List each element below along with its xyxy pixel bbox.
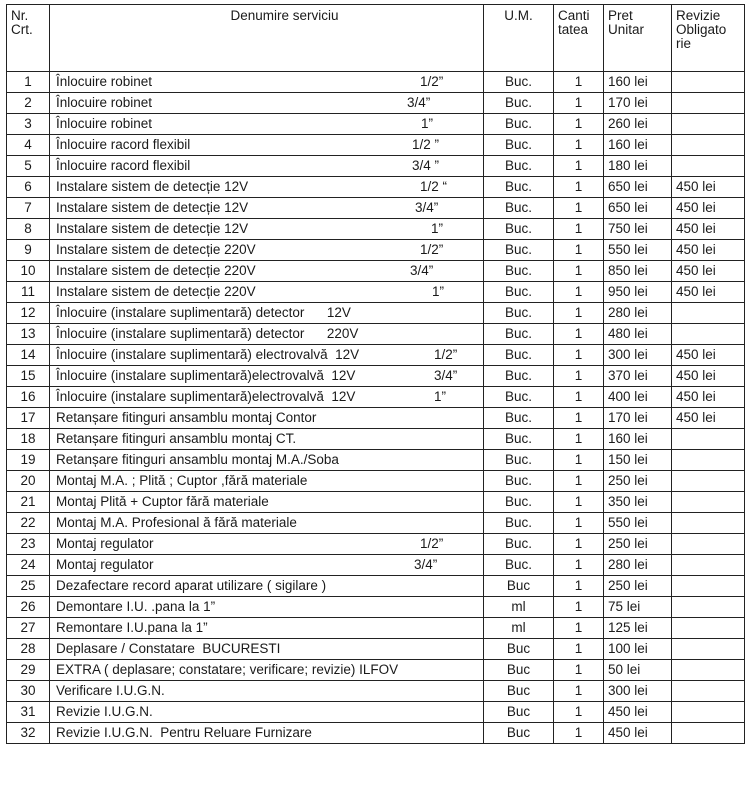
- row-um-cell: Buc.: [484, 471, 554, 492]
- row-quantity-cell: 1: [554, 450, 604, 471]
- row-nr-cell: 17: [7, 408, 50, 429]
- row-quantity-cell: 1: [554, 72, 604, 93]
- row-price-cell: 160 lei: [604, 135, 672, 156]
- row-service-name: EXTRA ( deplasare; constatare; verificare; revizie) ILFOV: [56, 662, 399, 677]
- row-revizie-cell: [672, 72, 745, 93]
- table-row: [7, 660, 745, 681]
- row-revizie-cell: [672, 429, 745, 450]
- row-price-cell: 160 lei: [604, 72, 672, 93]
- row-price-cell: 750 lei: [604, 219, 672, 240]
- row-um-cell: Buc.: [484, 513, 554, 534]
- row-revizie-cell: 450 lei: [672, 177, 745, 198]
- row-revizie-cell: [672, 534, 745, 555]
- row-revizie-cell: [672, 639, 745, 660]
- row-revizie-cell: 450 lei: [672, 282, 745, 303]
- header-um-line-1: U.M.: [504, 8, 533, 23]
- row-service-size: 1”: [432, 284, 445, 299]
- row-um-cell: Buc.: [484, 135, 554, 156]
- row-service-size: 3/4”: [414, 557, 438, 572]
- header-um: [484, 5, 554, 72]
- row-um-cell: Buc.: [484, 177, 554, 198]
- row-revizie-cell: 450 lei: [672, 198, 745, 219]
- row-um-cell: Buc: [484, 660, 554, 681]
- row-nr-cell: 26: [7, 597, 50, 618]
- row-price-cell: 550 lei: [604, 240, 672, 261]
- row-price-cell: 170 lei: [604, 408, 672, 429]
- row-service-name: Montaj Plită + Cuptor fără materiale: [56, 494, 269, 509]
- row-service-cell: [50, 471, 484, 492]
- row-service-name: Înlocuire robinet: [56, 95, 153, 110]
- header-pret-line-2: Unitar: [608, 22, 645, 37]
- row-um-cell: Buc.: [484, 408, 554, 429]
- table-row: [7, 576, 745, 597]
- row-revizie-cell: [672, 660, 745, 681]
- header-revizie-line-2: Obligato: [676, 22, 727, 37]
- row-um-cell: Buc.: [484, 429, 554, 450]
- header-denumire-serviciu: [50, 5, 484, 72]
- row-revizie-cell: [672, 450, 745, 471]
- header-revizie-line-3: rie: [676, 36, 692, 51]
- row-service-cell: [50, 702, 484, 723]
- table-row: [7, 471, 745, 492]
- row-service-name: Montaj regulator: [56, 536, 154, 551]
- row-revizie-cell: [672, 156, 745, 177]
- row-service-cell: [50, 597, 484, 618]
- row-um-cell: Buc.: [484, 555, 554, 576]
- row-quantity-cell: 1: [554, 597, 604, 618]
- row-price-cell: 650 lei: [604, 177, 672, 198]
- row-service-cell: [50, 282, 484, 303]
- row-price-cell: 160 lei: [604, 429, 672, 450]
- row-price-cell: 350 lei: [604, 492, 672, 513]
- row-service-name: Montaj regulator: [56, 557, 154, 572]
- row-nr-cell: 29: [7, 660, 50, 681]
- row-service-cell: [50, 240, 484, 261]
- row-quantity-cell: 1: [554, 513, 604, 534]
- table-row: [7, 450, 745, 471]
- table-row: [7, 303, 745, 324]
- row-service-size: 1/2 ”: [412, 137, 440, 152]
- table-row: [7, 618, 745, 639]
- row-nr-cell: 12: [7, 303, 50, 324]
- row-um-cell: Buc.: [484, 282, 554, 303]
- row-price-cell: 125 lei: [604, 618, 672, 639]
- row-revizie-cell: [672, 681, 745, 702]
- row-um-cell: Buc: [484, 681, 554, 702]
- row-nr-cell: 28: [7, 639, 50, 660]
- row-um-cell: Buc.: [484, 492, 554, 513]
- row-service-name: Retanșare fitinguri ansamblu montaj CT.: [56, 431, 297, 446]
- row-quantity-cell: 1: [554, 114, 604, 135]
- row-service-name: Instalare sistem de detecție 12V: [56, 221, 249, 236]
- row-price-cell: 370 lei: [604, 366, 672, 387]
- row-price-cell: 550 lei: [604, 513, 672, 534]
- row-price-cell: 260 lei: [604, 114, 672, 135]
- row-price-cell: 480 lei: [604, 324, 672, 345]
- row-nr-cell: 10: [7, 261, 50, 282]
- table-row: [7, 135, 745, 156]
- row-um-cell: Buc.: [484, 93, 554, 114]
- row-nr-cell: 3: [7, 114, 50, 135]
- row-um-cell: Buc: [484, 576, 554, 597]
- row-service-size: 1/2”: [420, 74, 444, 89]
- row-nr-cell: 1: [7, 72, 50, 93]
- table-body: [7, 72, 745, 744]
- row-service-name: Retanșare fitinguri ansamblu montaj Contor: [56, 410, 317, 425]
- row-price-cell: 950 lei: [604, 282, 672, 303]
- row-service-cell: [50, 261, 484, 282]
- row-quantity-cell: 1: [554, 408, 604, 429]
- table-row: [7, 702, 745, 723]
- row-quantity-cell: 1: [554, 240, 604, 261]
- table-row: [7, 240, 745, 261]
- row-service-name: Instalare sistem de detecție 220V: [56, 263, 256, 278]
- table-row: [7, 72, 745, 93]
- row-service-name: Instalare sistem de detecție 12V: [56, 200, 249, 215]
- table-row: [7, 114, 745, 135]
- row-price-cell: 170 lei: [604, 93, 672, 114]
- row-service-size: 1/2”: [420, 536, 444, 551]
- row-nr-cell: 8: [7, 219, 50, 240]
- row-nr-cell: 27: [7, 618, 50, 639]
- row-revizie-cell: [672, 471, 745, 492]
- row-nr-cell: 16: [7, 387, 50, 408]
- row-revizie-cell: [672, 93, 745, 114]
- row-service-size: 3/4 ”: [412, 158, 440, 173]
- row-price-cell: 850 lei: [604, 261, 672, 282]
- row-service-name: Revizie I.U.G.N. Pentru Reluare Furnizare: [56, 725, 312, 740]
- row-service-name: Înlocuire robinet: [56, 74, 153, 89]
- row-service-cell: [50, 303, 484, 324]
- row-um-cell: ml: [484, 597, 554, 618]
- row-service-name: Înlocuire (instalare suplimentară)electrovalvă 12V: [56, 389, 356, 404]
- row-service-cell: [50, 534, 484, 555]
- row-service-cell: [50, 93, 484, 114]
- row-um-cell: Buc.: [484, 387, 554, 408]
- row-price-cell: 250 lei: [604, 576, 672, 597]
- row-service-cell: [50, 177, 484, 198]
- row-nr-cell: 19: [7, 450, 50, 471]
- row-service-cell: [50, 324, 484, 345]
- table-row: [7, 387, 745, 408]
- row-nr-cell: 21: [7, 492, 50, 513]
- row-service-size: 1/2”: [420, 242, 444, 257]
- row-service-cell: [50, 723, 484, 744]
- row-service-cell: [50, 429, 484, 450]
- row-um-cell: Buc.: [484, 219, 554, 240]
- row-revizie-cell: 450 lei: [672, 408, 745, 429]
- row-price-cell: 50 lei: [604, 660, 672, 681]
- row-service-size: 1”: [421, 116, 434, 131]
- row-service-cell: [50, 660, 484, 681]
- header-revizie-obligatorie: [672, 5, 745, 72]
- row-quantity-cell: 1: [554, 93, 604, 114]
- row-revizie-cell: [672, 723, 745, 744]
- row-um-cell: Buc.: [484, 261, 554, 282]
- row-nr-cell: 4: [7, 135, 50, 156]
- row-quantity-cell: 1: [554, 681, 604, 702]
- table-row: [7, 555, 745, 576]
- row-service-cell: [50, 639, 484, 660]
- row-quantity-cell: 1: [554, 135, 604, 156]
- row-service-cell: [50, 114, 484, 135]
- row-service-name: Montaj M.A. ; Plită ; Cuptor ,fără materiale: [56, 473, 308, 488]
- table-row: [7, 261, 745, 282]
- row-quantity-cell: 1: [554, 618, 604, 639]
- row-quantity-cell: 1: [554, 345, 604, 366]
- row-price-cell: 300 lei: [604, 681, 672, 702]
- row-revizie-cell: [672, 324, 745, 345]
- table-row: [7, 345, 745, 366]
- row-service-cell: [50, 555, 484, 576]
- row-nr-cell: 13: [7, 324, 50, 345]
- row-quantity-cell: 1: [554, 198, 604, 219]
- table-row: [7, 513, 745, 534]
- row-quantity-cell: 1: [554, 324, 604, 345]
- row-quantity-cell: 1: [554, 555, 604, 576]
- header-cantitate: [554, 5, 604, 72]
- row-revizie-cell: 450 lei: [672, 387, 745, 408]
- table-row: [7, 177, 745, 198]
- row-service-name: Înlocuire (instalare suplimentară) detector 12V: [56, 305, 351, 320]
- row-um-cell: Buc.: [484, 198, 554, 219]
- row-service-cell: [50, 219, 484, 240]
- row-service-size: 1/2 “: [420, 179, 448, 194]
- row-service-size: 1”: [434, 389, 447, 404]
- row-service-name: Montaj M.A. Profesional ă fără materiale: [56, 515, 297, 530]
- header-cantitate-line-1: Canti: [558, 8, 590, 23]
- row-service-size: 1”: [431, 221, 444, 236]
- table-row: [7, 282, 745, 303]
- row-service-cell: [50, 513, 484, 534]
- row-nr-cell: 7: [7, 198, 50, 219]
- row-quantity-cell: 1: [554, 702, 604, 723]
- row-um-cell: Buc.: [484, 534, 554, 555]
- price-list-sheet: [6, 4, 744, 744]
- row-quantity-cell: 1: [554, 177, 604, 198]
- row-revizie-cell: [672, 114, 745, 135]
- row-price-cell: 300 lei: [604, 345, 672, 366]
- row-service-name: Deplasare / Constatare BUCURESTI: [56, 641, 281, 656]
- row-service-name: Instalare sistem de detecție 12V: [56, 179, 249, 194]
- row-quantity-cell: 1: [554, 387, 604, 408]
- header-revizie-line-1: Revizie: [676, 8, 721, 23]
- row-service-size: 1/2”: [434, 347, 458, 362]
- row-quantity-cell: 1: [554, 723, 604, 744]
- row-um-cell: Buc: [484, 723, 554, 744]
- row-nr-cell: 15: [7, 366, 50, 387]
- row-nr-cell: 31: [7, 702, 50, 723]
- row-um-cell: Buc: [484, 639, 554, 660]
- row-service-cell: [50, 156, 484, 177]
- row-um-cell: Buc.: [484, 324, 554, 345]
- row-nr-cell: 25: [7, 576, 50, 597]
- row-service-name: Înlocuire racord flexibil: [56, 137, 191, 152]
- row-nr-cell: 20: [7, 471, 50, 492]
- row-service-size: 3/4”: [415, 200, 439, 215]
- row-revizie-cell: [672, 618, 745, 639]
- row-service-cell: [50, 72, 484, 93]
- row-quantity-cell: 1: [554, 660, 604, 681]
- row-quantity-cell: 1: [554, 303, 604, 324]
- row-nr-cell: 11: [7, 282, 50, 303]
- row-service-name: Demontare I.U. .pana la 1”: [56, 599, 216, 614]
- row-service-cell: [50, 345, 484, 366]
- table-row: [7, 534, 745, 555]
- row-um-cell: Buc.: [484, 72, 554, 93]
- row-nr-cell: 6: [7, 177, 50, 198]
- row-price-cell: 75 lei: [604, 597, 672, 618]
- row-quantity-cell: 1: [554, 639, 604, 660]
- row-nr-cell: 14: [7, 345, 50, 366]
- row-quantity-cell: 1: [554, 429, 604, 450]
- row-nr-cell: 9: [7, 240, 50, 261]
- row-service-name: Retanșare fitinguri ansamblu montaj M.A./Soba: [56, 452, 339, 467]
- row-service-size: 3/4”: [407, 95, 431, 110]
- row-service-cell: [50, 576, 484, 597]
- header-nr-line-1: Nr.: [11, 8, 29, 23]
- row-revizie-cell: 450 lei: [672, 261, 745, 282]
- row-nr-cell: 18: [7, 429, 50, 450]
- row-price-cell: 450 lei: [604, 723, 672, 744]
- row-nr-cell: 5: [7, 156, 50, 177]
- table-row: [7, 324, 745, 345]
- row-service-name: Instalare sistem de detecție 220V: [56, 284, 256, 299]
- table-row: [7, 597, 745, 618]
- row-um-cell: Buc.: [484, 156, 554, 177]
- row-service-cell: [50, 198, 484, 219]
- row-service-name: Verificare I.U.G.N.: [56, 683, 165, 698]
- header-cantitate-line-2: tatea: [558, 22, 589, 37]
- row-service-name: Înlocuire (instalare suplimentară) electrovalvă 12V: [56, 347, 360, 362]
- row-nr-cell: 22: [7, 513, 50, 534]
- row-service-name: Remontare I.U.pana la 1”: [56, 620, 208, 635]
- row-price-cell: 180 lei: [604, 156, 672, 177]
- row-service-cell: [50, 492, 484, 513]
- row-service-cell: [50, 450, 484, 471]
- row-service-cell: [50, 387, 484, 408]
- row-quantity-cell: 1: [554, 282, 604, 303]
- table-row: [7, 429, 745, 450]
- row-quantity-cell: 1: [554, 156, 604, 177]
- row-quantity-cell: 1: [554, 471, 604, 492]
- row-service-name: Instalare sistem de detecție 220V: [56, 242, 256, 257]
- row-quantity-cell: 1: [554, 261, 604, 282]
- table-row: [7, 639, 745, 660]
- row-revizie-cell: 450 lei: [672, 366, 745, 387]
- table-row: [7, 156, 745, 177]
- row-price-cell: 280 lei: [604, 555, 672, 576]
- table-row: [7, 723, 745, 744]
- row-service-cell: [50, 618, 484, 639]
- row-revizie-cell: 450 lei: [672, 345, 745, 366]
- table-row: [7, 492, 745, 513]
- row-price-cell: 400 lei: [604, 387, 672, 408]
- table-row: [7, 681, 745, 702]
- row-service-name: Înlocuire (instalare suplimentară) detector 220V: [56, 326, 359, 341]
- row-revizie-cell: 450 lei: [672, 240, 745, 261]
- row-um-cell: Buc.: [484, 345, 554, 366]
- row-um-cell: Buc.: [484, 303, 554, 324]
- table-row: [7, 366, 745, 387]
- row-service-name: Dezafectare record aparat utilizare ( sigilare ): [56, 578, 327, 593]
- row-revizie-cell: [672, 303, 745, 324]
- row-um-cell: Buc.: [484, 366, 554, 387]
- row-um-cell: ml: [484, 618, 554, 639]
- header-nr-crt: [7, 5, 50, 72]
- row-service-cell: [50, 408, 484, 429]
- row-price-cell: 650 lei: [604, 198, 672, 219]
- row-revizie-cell: [672, 702, 745, 723]
- row-revizie-cell: [672, 555, 745, 576]
- row-revizie-cell: [672, 135, 745, 156]
- row-quantity-cell: 1: [554, 492, 604, 513]
- row-price-cell: 150 lei: [604, 450, 672, 471]
- row-revizie-cell: [672, 513, 745, 534]
- header-pret-unitar: [604, 5, 672, 72]
- table-row: [7, 408, 745, 429]
- row-nr-cell: 24: [7, 555, 50, 576]
- header-row: [7, 5, 745, 72]
- row-revizie-cell: [672, 576, 745, 597]
- row-um-cell: Buc.: [484, 450, 554, 471]
- row-service-cell: [50, 366, 484, 387]
- row-service-cell: [50, 135, 484, 156]
- row-price-cell: 100 lei: [604, 639, 672, 660]
- row-service-size: 3/4”: [434, 368, 458, 383]
- table-row: [7, 93, 745, 114]
- row-revizie-cell: 450 lei: [672, 219, 745, 240]
- row-nr-cell: 2: [7, 93, 50, 114]
- header-denumire-line-1: Denumire serviciu: [230, 8, 339, 23]
- table-row: [7, 219, 745, 240]
- row-revizie-cell: [672, 597, 745, 618]
- header-pret-line-1: Pret: [608, 8, 633, 23]
- row-quantity-cell: 1: [554, 366, 604, 387]
- row-quantity-cell: 1: [554, 576, 604, 597]
- row-price-cell: 250 lei: [604, 534, 672, 555]
- services-price-table: [6, 4, 745, 744]
- row-um-cell: Buc: [484, 702, 554, 723]
- row-service-name: Revizie I.U.G.N.: [56, 704, 153, 719]
- row-price-cell: 280 lei: [604, 303, 672, 324]
- row-service-name: Înlocuire robinet: [56, 116, 153, 131]
- row-um-cell: Buc.: [484, 114, 554, 135]
- row-quantity-cell: 1: [554, 219, 604, 240]
- table-row: [7, 198, 745, 219]
- row-nr-cell: 32: [7, 723, 50, 744]
- row-price-cell: 450 lei: [604, 702, 672, 723]
- row-service-cell: [50, 681, 484, 702]
- row-nr-cell: 23: [7, 534, 50, 555]
- header-nr-line-2: Crt.: [11, 22, 33, 37]
- row-revizie-cell: [672, 492, 745, 513]
- row-service-size: 3/4”: [410, 263, 434, 278]
- row-um-cell: Buc.: [484, 240, 554, 261]
- row-price-cell: 250 lei: [604, 471, 672, 492]
- row-nr-cell: 30: [7, 681, 50, 702]
- row-service-name: Înlocuire racord flexibil: [56, 158, 191, 173]
- row-quantity-cell: 1: [554, 534, 604, 555]
- row-service-name: Înlocuire (instalare suplimentară)electrovalvă 12V: [56, 368, 356, 383]
